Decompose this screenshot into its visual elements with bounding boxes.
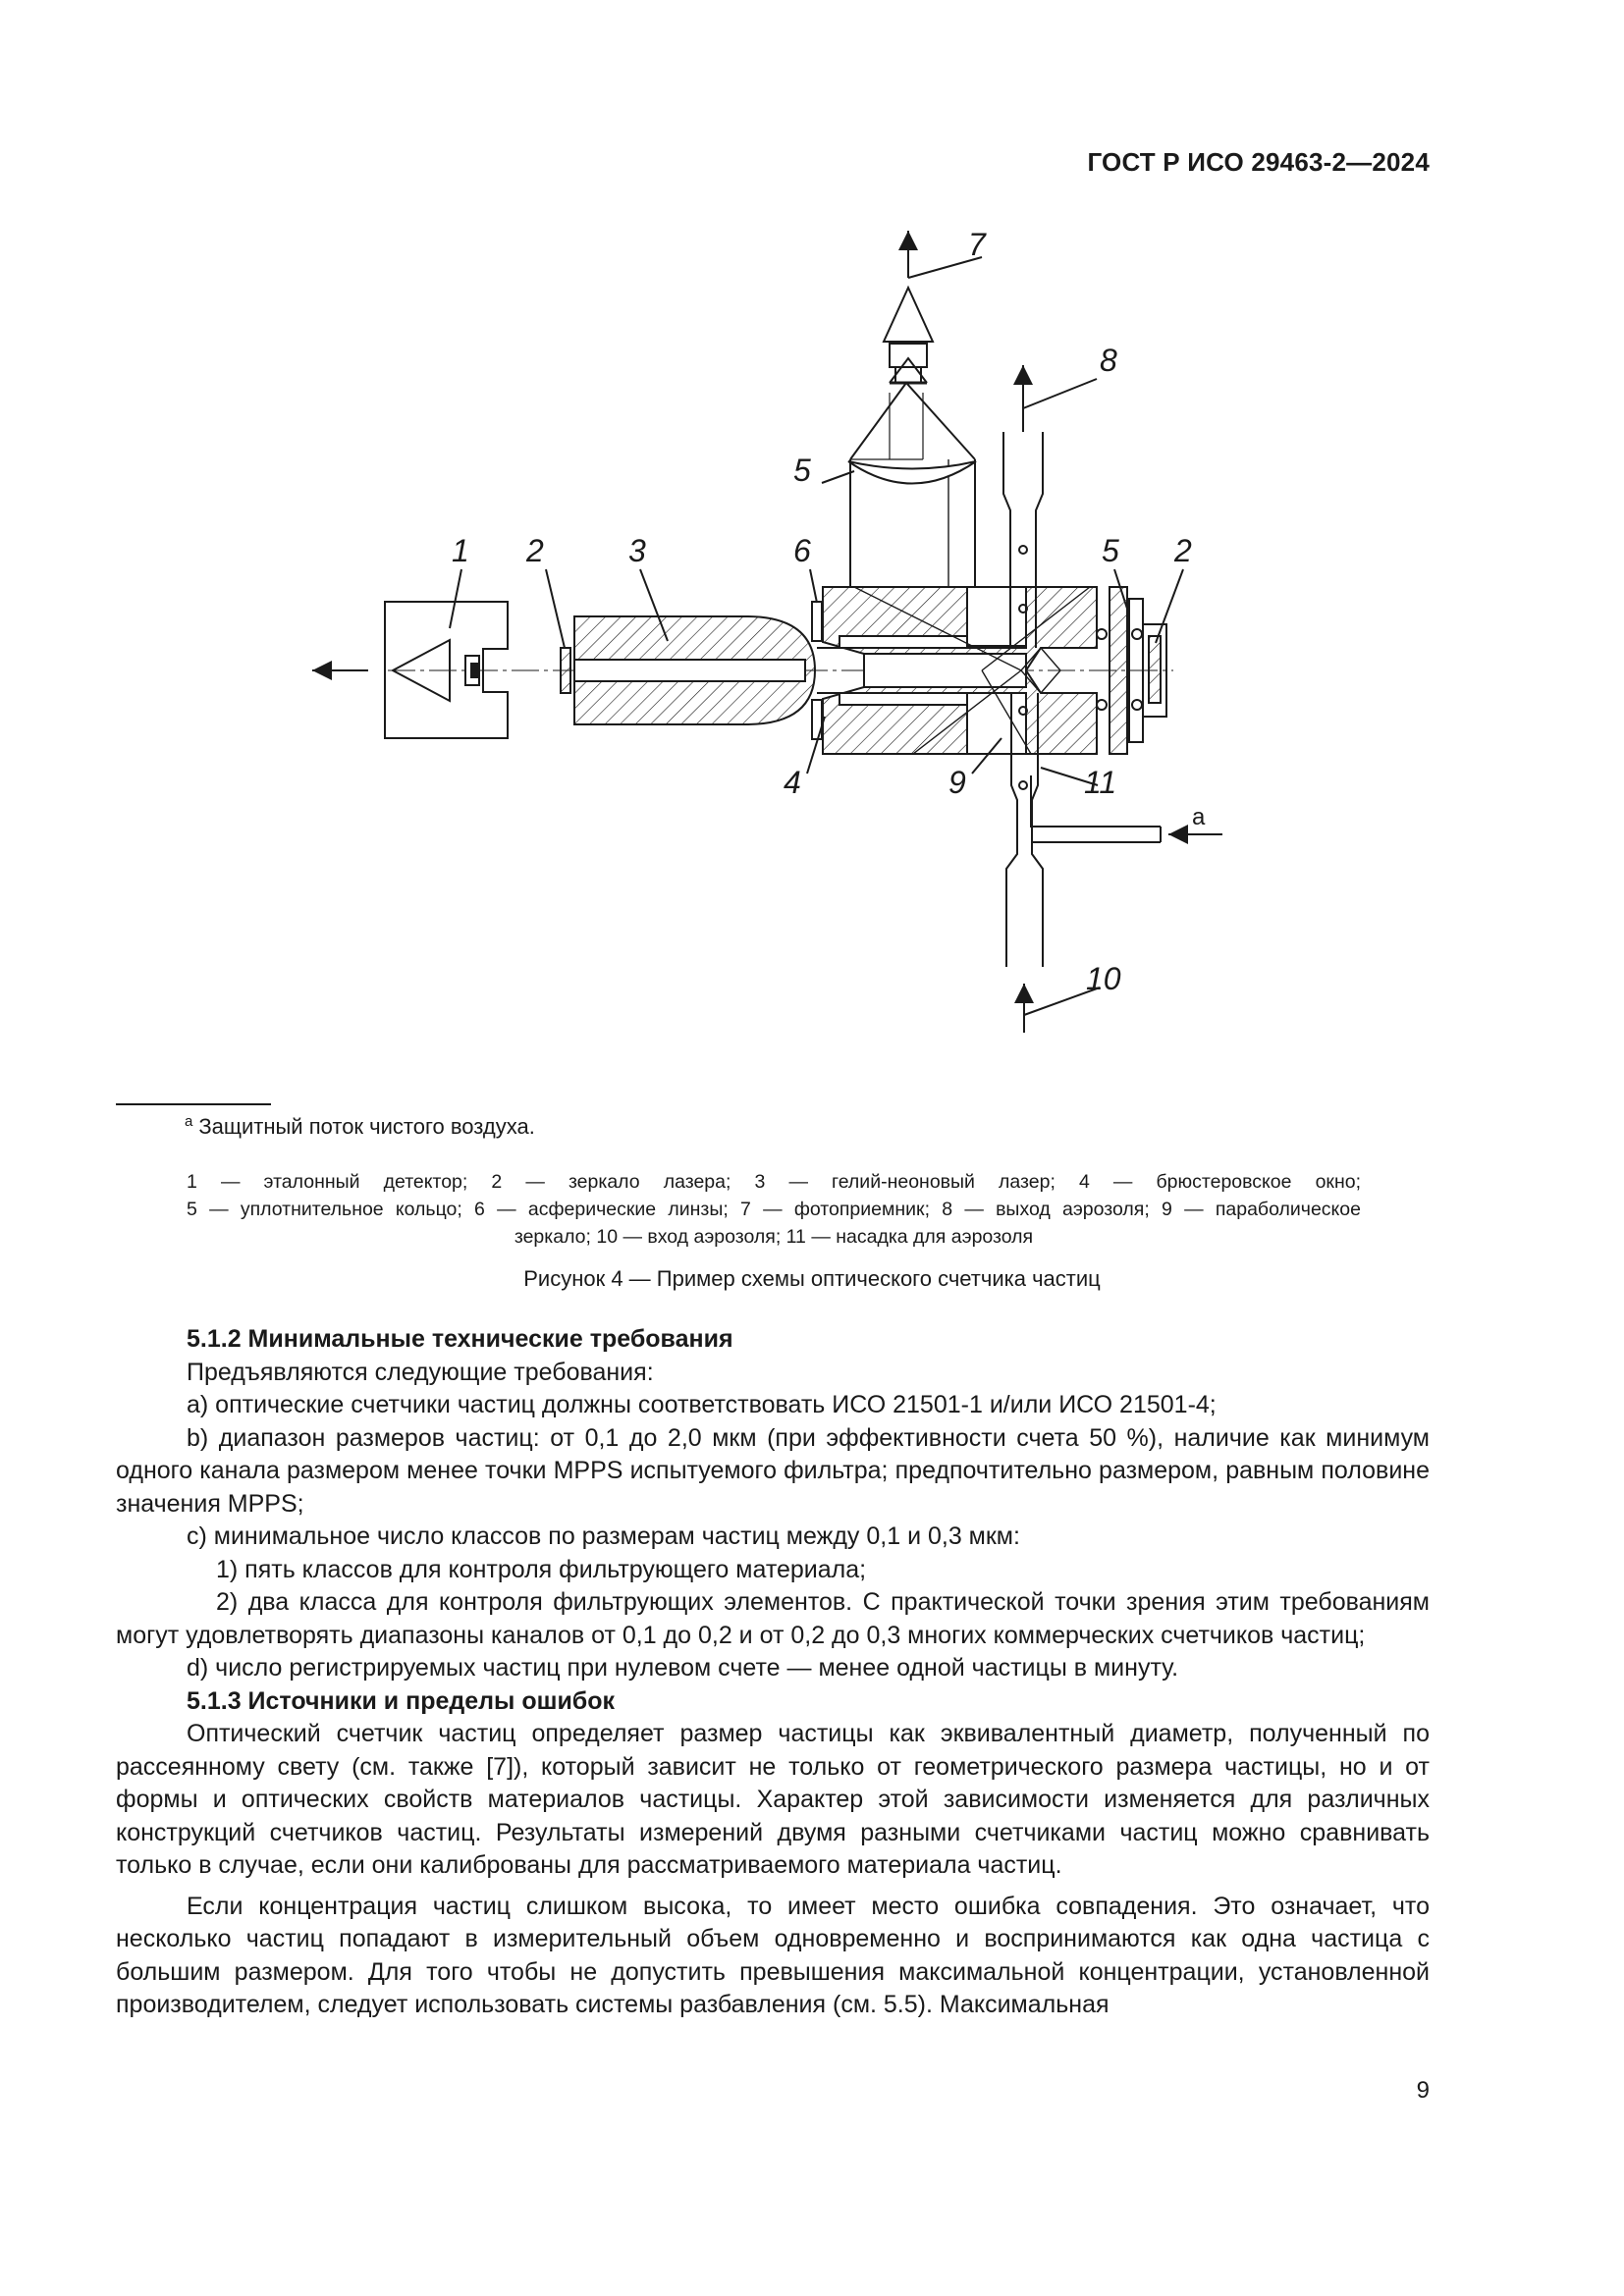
callout-a: а xyxy=(1192,804,1206,830)
callout-2-right: 2 xyxy=(1174,533,1192,568)
aspheric-lens-6 xyxy=(812,602,822,641)
section-heading: 5.1.3 Источники и пределы ошибок xyxy=(187,1686,616,1715)
list-item: a) оптические счетчики частиц должны соответствовать ИСО 21501-1 и/или ИСО 21501-4; xyxy=(187,1391,1217,1418)
laser-tube xyxy=(574,616,815,724)
callout-5-upper: 5 xyxy=(793,453,811,488)
paragraph: Если концентрация частиц слишком высока, то имеет место ошибка совпадения. Это означает, что несколько частиц попадают в измерительный объем одновременно и воспринимаются как одна частица с большим размером. Для того чтобы не допустить превышения максимальной концентрации, установленной производителем, следует использовать системы разбавления (см. 5.5). Максимальная xyxy=(116,1892,1430,2018)
laser-mirror-left xyxy=(561,648,570,693)
callout-10: 10 xyxy=(1086,961,1121,996)
callout-4: 4 xyxy=(784,765,801,800)
callout-3: 3 xyxy=(628,533,646,568)
sub-list-item: 2) два класса для контроля фильтрующих элементов. С практической точки зрения этим требованиям могут удовлетворять диапазоны каналов от 0,1 до 0,2 и от 0,2 до 0,3 многих коммерческих счетчиков частиц; xyxy=(116,1588,1430,1649)
footnote-text: Защитный поток чистого воздуха. xyxy=(198,1114,535,1139)
figure-legend xyxy=(187,1168,1361,1251)
callout-9: 9 xyxy=(948,765,966,800)
legend-line: 5 — уплотнительное кольцо; 6 — асферические линзы; 7 — фотоприемник; 8 — выход аэрозоля; 9 — параболическое xyxy=(187,1199,1361,1220)
callout-11: 11 xyxy=(1084,765,1117,800)
section-heading: 5.1.2 Минимальные технические требования xyxy=(187,1325,733,1353)
leader-1 xyxy=(450,569,461,628)
paragraph: Предъявляются следующие требования: xyxy=(187,1358,654,1386)
callout-1: 1 xyxy=(452,533,469,568)
list-item: c) минимальное число классов по размерам частиц между 0,1 и 0,3 мкм: xyxy=(187,1522,1020,1550)
footnote xyxy=(185,1113,535,1140)
page-number: 9 xyxy=(1416,2077,1430,2104)
photodetector xyxy=(884,288,933,383)
legend-line: зеркало; 10 — вход аэрозоля; 11 — насадка для аэрозоля xyxy=(514,1226,1034,1248)
callout-5-right: 5 xyxy=(1102,533,1119,568)
figure-4-diagram xyxy=(0,0,1624,1060)
footnote-rule xyxy=(116,1103,271,1105)
document-header: ГОСТ Р ИСО 29463-2—2024 xyxy=(1087,147,1430,177)
list-item: b) диапазон размеров частиц: от 0,1 до 2,0 мкм (при эффективности счета 50 %), наличие как минимум одного канала размером менее точки MPPS испытуемого фильтра; предпочтительно размером, равным половине значения MPPS; xyxy=(116,1423,1430,1518)
sub-list-item: 1) пять классов для контроля фильтрующего материала; xyxy=(216,1555,867,1583)
legend-line: 1 — эталонный детектор; 2 — зеркало лазера; 3 — гелий-неоновый лазер; 4 — брюстеровское окно; xyxy=(187,1171,1361,1193)
callout-2: 2 xyxy=(526,533,544,568)
callout-7: 7 xyxy=(968,227,986,262)
callout-8: 8 xyxy=(1100,343,1117,378)
callout-6: 6 xyxy=(793,533,811,568)
paragraph: Оптический счетчик частиц определяет размер частицы как эквивалентный диаметр, полученный по рассеянному свету (см. также [7]), который зависит не только от геометрического размера частицы, но и от формы и оптических свойств материалов частицы. Характер этой зависимости изменяется для различных конструкций счетчиков частиц. Результаты измерений двумя разными счетчиками частиц можно сравнивать только в случае, если они калиброваны для рассматриваемого материала частиц. xyxy=(116,1720,1430,1879)
footnote-marker: а xyxy=(185,1113,193,1130)
light-column xyxy=(850,383,975,587)
body-text xyxy=(116,1323,1430,2022)
aspheric-lens-5 xyxy=(848,461,976,484)
list-item: d) число регистрируемых частиц при нулевом счете — менее одной частицы в минуту. xyxy=(187,1654,1179,1682)
figure-caption: Рисунок 4 — Пример схемы оптического счетчика частиц xyxy=(523,1266,1101,1291)
